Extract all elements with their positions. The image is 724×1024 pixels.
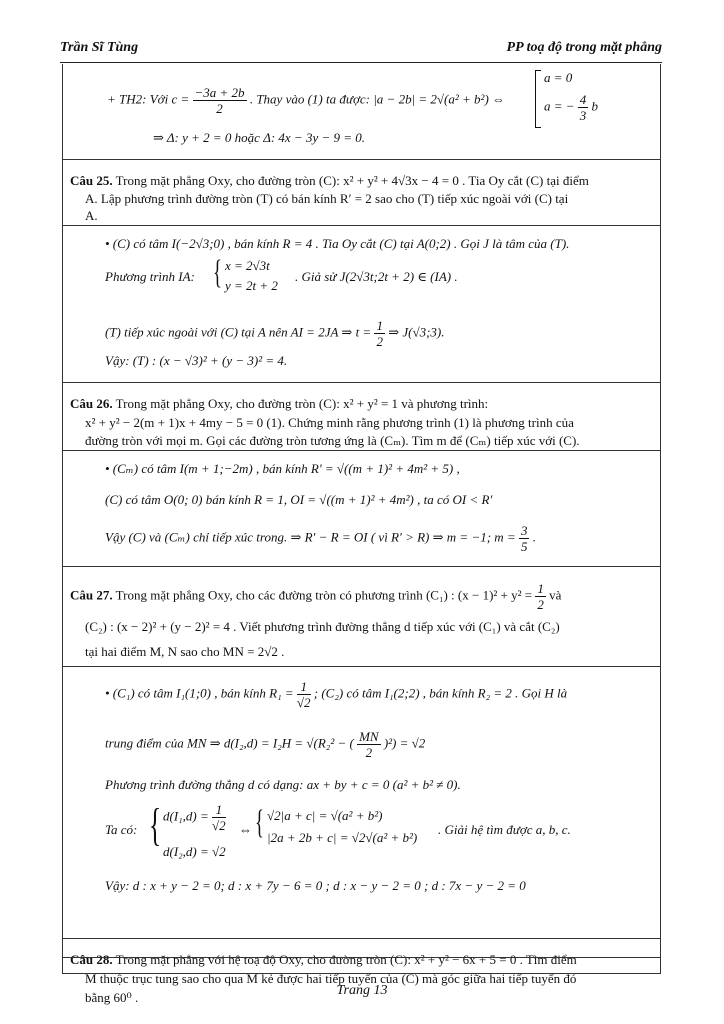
d1-equation bbox=[163, 802, 226, 833]
d1-label: d(I₁,d) = bbox=[163, 808, 209, 824]
solution-26-line-2: (C) có tâm O(0; 0) bán kính R = 1, OI = √((m + 1)² + 4m²) , ta có OI < R′ bbox=[105, 492, 493, 507]
solve-note: . Giải hệ tìm được a, b, c. bbox=[438, 822, 571, 837]
th2-label: + TH2: Với bbox=[107, 91, 169, 107]
th2-line bbox=[107, 85, 505, 116]
solution-25-tangent bbox=[105, 318, 445, 349]
solution-27-line-3: Phương trình đường thẳng d có dạng: ax + by + c = 0 (a² + b² ≠ 0). bbox=[105, 777, 461, 792]
question-26 bbox=[63, 383, 660, 451]
case2-suffix: b bbox=[591, 98, 599, 114]
question-27-line-1 bbox=[70, 581, 561, 612]
case-a-b bbox=[544, 92, 598, 123]
m-fraction bbox=[519, 523, 530, 554]
c1-num: 1 bbox=[537, 581, 544, 596]
solution-27-line-2 bbox=[105, 729, 425, 760]
right-system-brace: { bbox=[255, 804, 264, 841]
q27-text1: Trong mặt phẳng Oxy, cho các đường tròn có phương trình (C₁) : (x − 1)² + y² = bbox=[115, 587, 533, 603]
question-25-line-2: A. Lập phương trình đường tròn (T) có bán kính R′ = 2 sao cho (T) tiếp xúc ngoài với (C) tại bbox=[85, 191, 569, 206]
system-label: Ta có: bbox=[105, 822, 138, 837]
r1-numerator: 1 bbox=[297, 679, 311, 695]
q25-text1: Trong mặt phẳng Oxy, cho đường tròn (C): x² + y² + 4√3x − 4 = 0 . Tia Oy cắt (C) tại điểm bbox=[115, 173, 589, 188]
section-title: PP toạ độ trong mặt phẳng bbox=[506, 40, 662, 55]
equivalence-symbol: ⇔ bbox=[239, 822, 252, 837]
question-26-line-1 bbox=[70, 395, 488, 412]
m-period: . bbox=[532, 529, 536, 545]
solution-25-answer: Vậy: (T) : (x − √3)² + (y − 3)² = 4. bbox=[105, 353, 288, 368]
author-name: Trần Sĩ Tùng bbox=[60, 40, 139, 55]
c-denominator: 2 bbox=[216, 101, 223, 116]
q28-text1: Trong mặt phẳng với hệ toạ độ Oxy, cho đường tròn (C): x² + y² − 6x + 5 = 0 . Tìm điểm bbox=[115, 952, 577, 967]
page-header bbox=[60, 40, 662, 62]
c2-center: ; (C₂) có tâm I₁(2;2) , bán kính R₂ = 2 . Gọi H là bbox=[313, 685, 568, 701]
header-rule bbox=[60, 62, 662, 63]
m-numerator: 3 bbox=[520, 523, 528, 538]
page-number: Trang 13 bbox=[336, 983, 388, 998]
question-27-line-2: (C₂) : (x − 2)² + (y − 2)² = 4 . Viết phương trình đường thẳng d tiếp xúc với (C₁) và cắt (C₂) bbox=[85, 619, 560, 634]
mn-fraction bbox=[357, 729, 381, 760]
question-26-label: Câu 26. bbox=[70, 396, 113, 411]
c1-radius-fraction bbox=[535, 581, 546, 612]
j-result: ⇒ J(√3;3). bbox=[388, 324, 445, 340]
d1-numerator: 1 bbox=[212, 802, 226, 818]
c1-center: • (C₁) có tâm I₁(1;0) , bán kính R₁ = bbox=[105, 685, 294, 701]
d2-equation: d(I₂,d) = √2 bbox=[163, 844, 226, 859]
case2-numerator: 4 bbox=[579, 92, 587, 107]
solution-26 bbox=[63, 451, 660, 567]
r1-fraction bbox=[297, 679, 311, 710]
question-28-line-2: M thuộc trục tung sao cho qua M kẻ được hai tiếp tuyến của (C) mà góc giữa hai tiếp tuyến đó bbox=[85, 971, 577, 986]
question-26-line-2: x² + y² − 2(m + 1)x + 4my − 5 = 0 (1). Chứng minh rằng phương trình (1) là phương trình của bbox=[85, 415, 574, 430]
mn-numerator: MN bbox=[359, 729, 379, 744]
case2-fraction bbox=[578, 92, 589, 123]
question-27-label: Câu 27. bbox=[70, 587, 113, 603]
case2-prefix: a = − bbox=[544, 98, 575, 114]
q26-text1: Trong mặt phẳng Oxy, cho đường tròn (C): x² + y² = 1 và phương trình: bbox=[115, 396, 489, 411]
conclusion-26: Vậy (C) và (Cₘ) chỉ tiếp xúc trong. ⇒ R′ − R = OI ( vì R′ > R) ⇒ m = −1; m = bbox=[105, 529, 516, 545]
solution-25-line-1: • (C) có tâm I(−2√3;0) , bán kính R = 4 . Tia Oy cắt (C) tại A(0;2) . Gọi J là tâm của (T). bbox=[105, 236, 570, 251]
tangent-condition: (T) tiếp xúc ngoài với (C) tại A nên AI = 2JA ⇒ t = bbox=[105, 324, 372, 340]
system-eq-2: |2a + 2b + c| = √2√(a² + b²) bbox=[267, 830, 418, 845]
q27-and: và bbox=[549, 587, 562, 603]
t-fraction bbox=[374, 318, 385, 349]
solution-25-ia-label: Phương trình IA: bbox=[105, 269, 195, 284]
system-eq-1: √2|a + c| = √(a² + b²) bbox=[267, 808, 383, 823]
j-assumption: . Giả sử J(2√3t;2t + 2) ∈ (IA) . bbox=[295, 269, 458, 284]
c-fraction bbox=[193, 85, 247, 116]
t-denominator: 2 bbox=[376, 334, 383, 349]
question-25 bbox=[63, 160, 660, 226]
case-bracket bbox=[535, 70, 541, 128]
ia-x-equation: x = 2√3t bbox=[225, 258, 270, 273]
question-28-line-3: bằng 60⁰ . bbox=[85, 990, 139, 1005]
delta-result: ⇒ Δ: y + 2 = 0 hoặc Δ: 4x − 3y − 9 = 0. bbox=[153, 130, 366, 145]
solution-27 bbox=[63, 667, 660, 939]
ia-y-equation: y = 2t + 2 bbox=[225, 278, 278, 293]
question-25-label: Câu 25. bbox=[70, 173, 113, 188]
solution-26-line-3 bbox=[105, 523, 536, 554]
question-25-line-3: A. bbox=[85, 208, 98, 223]
answer-space bbox=[63, 957, 660, 974]
solution-26-line-1: • (Cₘ) có tâm I(m + 1;−2m) , bán kính R' = √((m + 1)² + 4m² + 5) , bbox=[105, 461, 460, 476]
solution-block-24 bbox=[63, 64, 660, 160]
r1-denominator: √2 bbox=[296, 695, 311, 710]
c1-den: 2 bbox=[537, 597, 544, 612]
m-denominator: 5 bbox=[520, 539, 528, 554]
d1-fraction bbox=[212, 802, 226, 833]
question-26-line-3: đường tròn với mọi m. Gọi các đường tròn tương ứng là (Cₘ). Tìm m để (Cₘ) tiếp xúc với (C). bbox=[85, 433, 580, 448]
c-numerator: −3a + 2b bbox=[194, 85, 245, 100]
left-system-brace: { bbox=[149, 799, 162, 850]
solution-25 bbox=[63, 226, 660, 383]
solution-27-line-1 bbox=[105, 679, 567, 710]
mn-denominator: 2 bbox=[365, 745, 373, 760]
question-25-line-1 bbox=[70, 172, 589, 189]
distance-result: )²) = √2 bbox=[383, 735, 426, 751]
case2-denominator: 3 bbox=[579, 108, 587, 123]
solution-27-answer: Vậy: d : x + y − 2 = 0; d : x + 7y − 6 = 0 ; d : x − y − 2 = 0 ; d : 7x − y − 2 = 0 bbox=[105, 878, 526, 893]
th2-condition: . Thay vào (1) ta được: |a − 2b| = 2√(a² + b²) ⇔ bbox=[249, 91, 506, 107]
midpoint-distance: trung điểm của MN ⇒ d(I₂,d) = I₂H = √(R₂² − ( bbox=[105, 735, 354, 751]
question-28-label: Câu 28. bbox=[70, 952, 113, 967]
c-variable: c = bbox=[171, 91, 190, 107]
case-a-zero: a = 0 bbox=[544, 70, 573, 85]
d1-denominator: √2 bbox=[212, 818, 226, 833]
question-28 bbox=[63, 939, 660, 1011]
question-27-line-3: tại hai điểm M, N sao cho MN = 2√2 . bbox=[85, 644, 285, 659]
question-27 bbox=[63, 567, 660, 667]
system-brace: { bbox=[213, 254, 222, 291]
t-numerator: 1 bbox=[376, 318, 383, 333]
